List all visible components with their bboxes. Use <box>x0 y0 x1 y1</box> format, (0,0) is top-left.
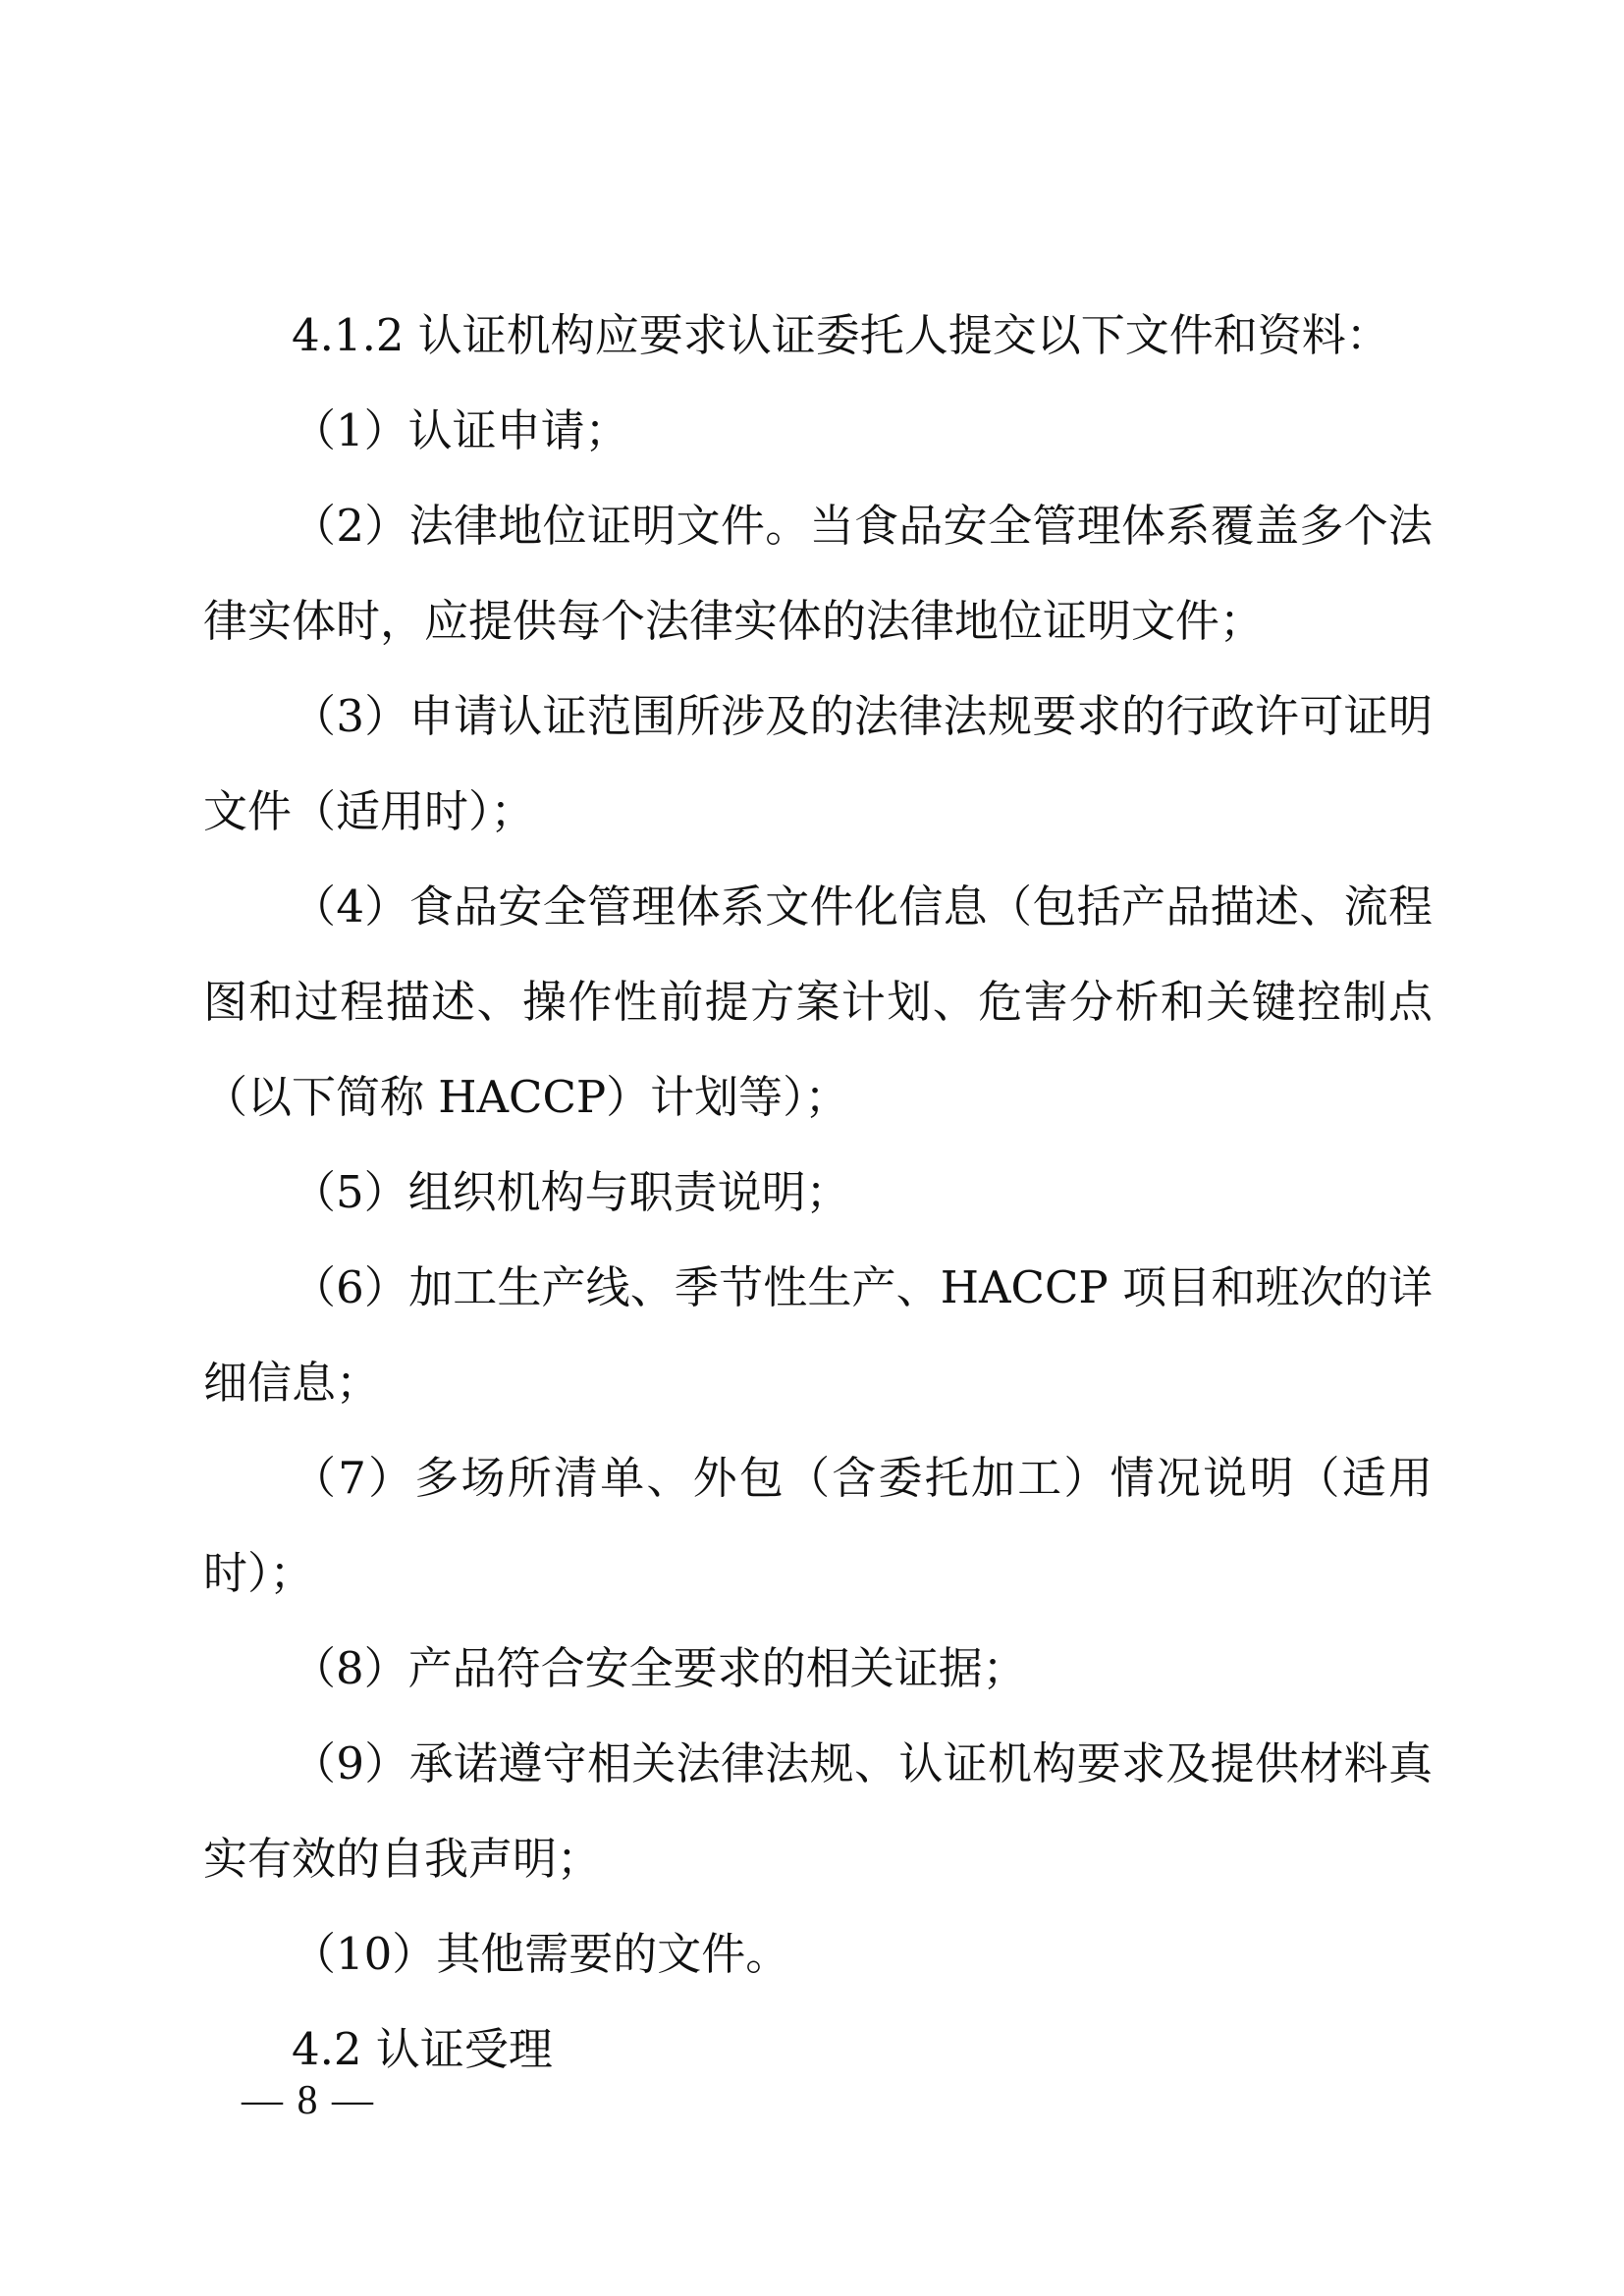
list-item-4: （4）食品安全管理体系文件化信息（包括产品描述、流程图和过程描述、操作性前提方案计划、危害分析和关键控制点（以下简称 HACCP）计划等）； <box>203 881 1433 1123</box>
list-item-9: （9）承诺遵守相关法律法规、认证机构要求及提供材料真实有效的自我声明； <box>203 1737 1433 1885</box>
list-item-5: （5）组织机构与职责说明； <box>292 1166 850 1218</box>
list-item-3: （3）申请认证范围所涉及的法律法规要求的行政许可证明文件（适用时）； <box>203 690 1433 837</box>
document-body <box>203 288 1433 2097</box>
section-heading-4-2: 4.2 认证受理 <box>292 2023 553 2075</box>
list-item-2: （2）法律地位证明文件。当食品安全管理体系覆盖多个法律实体时，应提供每个法律实体的法律地位证明文件； <box>203 500 1433 647</box>
page-number: — 8 — <box>242 2078 375 2123</box>
list-item-6: （6）加工生产线、季节性生产、HACCP 项目和班次的详细信息； <box>203 1261 1433 1409</box>
list-item-8: （8）产品符合安全要求的相关证据； <box>292 1642 1027 1694</box>
section-heading-4-1-2: 4.1.2 认证机构应要求认证委托人提交以下文件和资料： <box>292 309 1390 361</box>
list-item-1: （1）认证申请； <box>292 404 629 456</box>
list-item-7: （7）多场所清单、外包（含委托加工）情况说明（适用时）； <box>203 1452 1433 1599</box>
list-item-10: （10）其他需要的文件。 <box>292 1928 790 1980</box>
